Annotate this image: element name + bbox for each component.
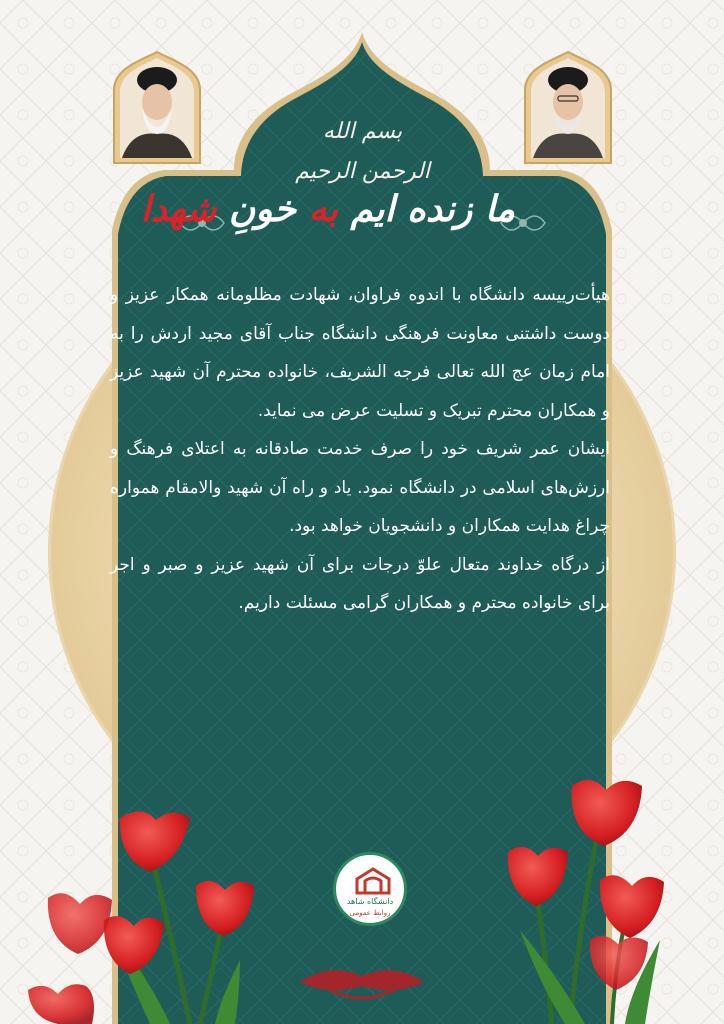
logo-mark-icon [355,867,391,895]
headline-word-1: ما زنده ایم [350,188,515,230]
headline-word-3: خونِ [228,188,297,230]
headline-word-4: شهدا [140,188,217,230]
headline [140,180,515,238]
bismillah-calligraphy: بسم الله الرحمن الرحیم [295,119,430,184]
portrait-right [523,50,613,165]
portrait-left [112,50,202,165]
logo-university-name: دانشگاه شاهد [346,897,394,906]
headline-word-2: به [308,188,338,230]
logo-circle [333,852,407,926]
condolence-message [110,276,610,623]
university-logo [333,852,407,926]
message-paragraph-2: ایشان عمر شریف خود را صرف خدمت صادقانه به اعتلای فرهنگ و ارزش‌های اسلامی در دانشگاه نمود. یاد و راه آن شهید والامقام همواره چراغ هدایت همکاران و دانشجویان خواهد بود. [110,439,610,536]
message-paragraph-1: هیأت‌رییسه دانشگاه با اندوه فراوان، شهادت مظلومانه همکار عزیز و دوست داشتنی معاونت فرهنگی دانشگاه جناب آقای مجید اردش را به امام زمان عج الله تعالی فرجه الشریف، خانواده محترم آن شهید عزیز و همکاران محترم تبریک و تسلیت عرض می نماید. [110,285,610,421]
logo-department-name: روابط عمومی [349,909,391,917]
message-paragraph-3: از درگاه خداوند متعال علوّ درجات برای آن شهید عزیز و صبر و اجر برای خانواده محترم و همکاران گرامی مسئلت داریم. [110,554,610,613]
